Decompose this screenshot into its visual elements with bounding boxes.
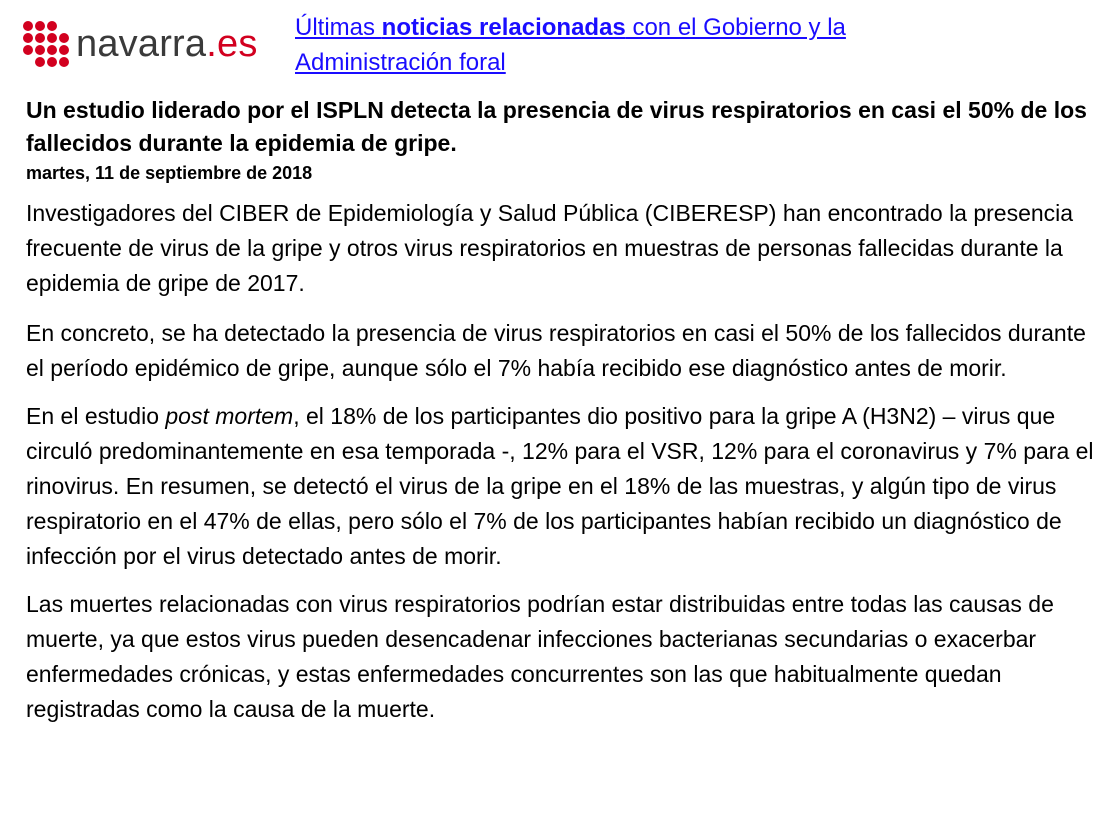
paragraph-3-after: , el 18% de los participantes dio positivo para la gripe A (H3N2) – virus que circuló predominantemente en esa temporada -, 12% para el VSR, 12% para el coronavirus y 7% para el rinovirus. En resumen, se detectó el virus de la gripe en el 18% de las muestras, y algún tipo de virus respiratorio en el 47% de ellas, pero sólo el 7% de los participantes habían recibido un diagnóstico de infección por el virus detectado antes de morir.	[26, 403, 1094, 569]
related-news-link-bold: noticias relacionadas	[381, 14, 626, 41]
article-date: martes, 11 de septiembre de 2018	[26, 163, 313, 183]
navarra-logo[interactable]	[22, 16, 282, 72]
article-paragraph-4: Las muertes relacionadas con virus respiratorios podrían estar distribuidas entre todas las causas de muerte, ya que estos virus pueden desencadenar infecciones bacterianas secundarias o exacerbar enfermedades crónicas, y estas enfermedades concurrentes son las que habitualmente quedan registradas como la causa de la muerte.	[26, 591, 1054, 722]
logo-brand: navarra	[76, 23, 207, 65]
article-paragraph-3	[26, 399, 1094, 574]
article-paragraph-1: Investigadores del CIBER de Epidemiología y Salud Pública (CIBERESP) han encontrado la presencia frecuente de virus de la gripe y otros virus respiratorios en muestras de personas fallecidas durante la epidemia de gripe de 2017.	[26, 200, 1074, 296]
paragraph-3-italic: post mortem	[165, 403, 294, 429]
paragraph-3-before: En el estudio	[26, 403, 166, 429]
related-news-link-part3: con el Gobierno y la Administración foral	[295, 14, 846, 76]
article-title: Un estudio liderado por el ISPLN detecta la presencia de virus respiratorios en casi el 50% de los fallecidos durante la epidemia de gripe.	[26, 97, 1087, 156]
logo-wordmark	[76, 20, 258, 68]
related-news-link[interactable]	[295, 10, 855, 80]
logo-tld: .es	[206, 23, 258, 65]
article	[26, 94, 1096, 727]
related-news-link-part1: Últimas	[295, 14, 382, 41]
header	[22, 10, 1092, 80]
navarra-dots-logo-icon	[22, 20, 70, 68]
article-paragraph-2: En concreto, se ha detectado la presencia de virus respiratorios en casi el 50% de los fallecidos durante el período epidémico de gripe, aunque sólo el 7% había recibido ese diagnóstico antes de morir.	[26, 320, 1086, 381]
